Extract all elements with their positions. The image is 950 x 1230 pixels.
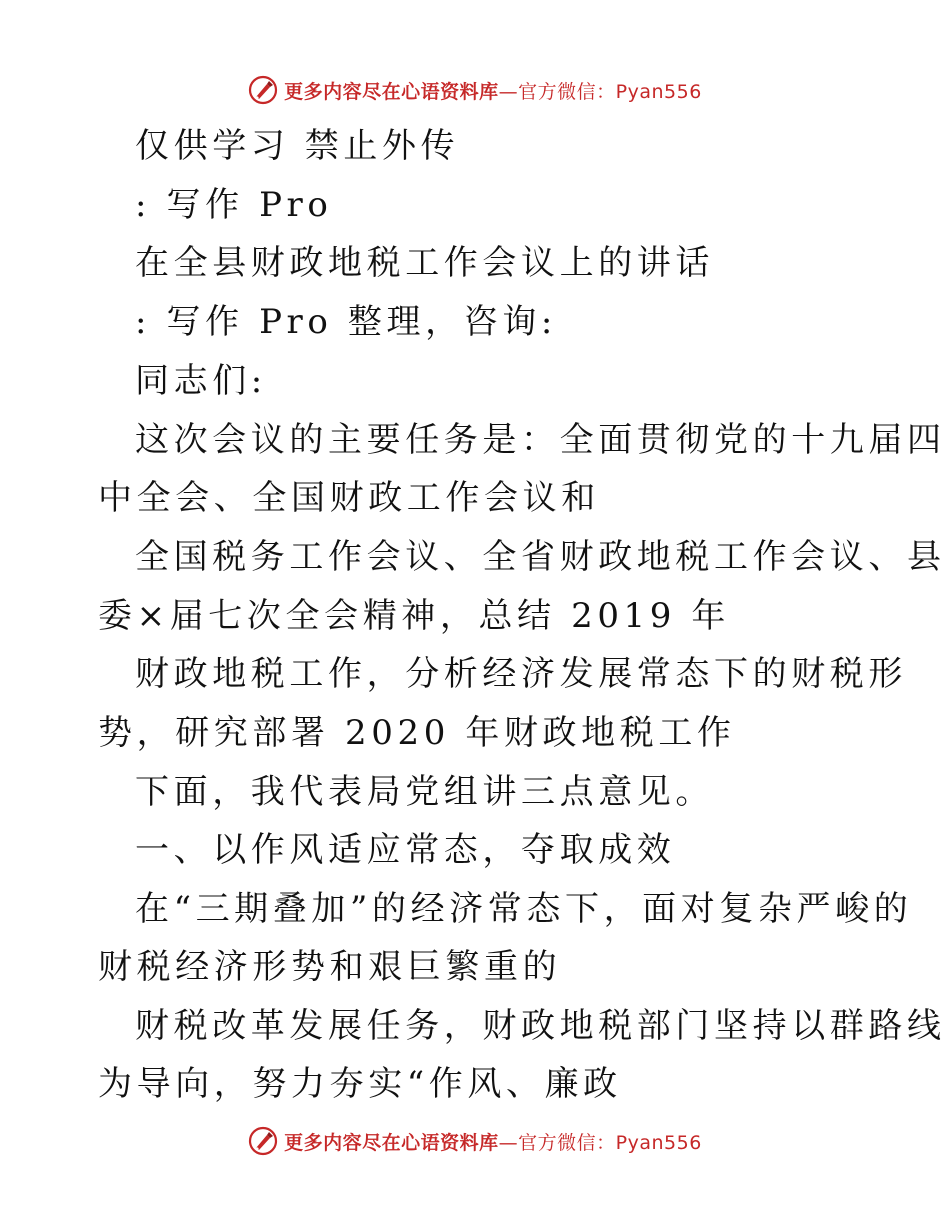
paragraph-line: 财政地税工作，分析经济发展常态下的财税形 — [135, 654, 907, 694]
paragraph-line: 财税经济形势和艰巨繁重的 — [98, 947, 562, 987]
watermark-brand: 更多内容尽在心语资料库 — [284, 1131, 499, 1154]
watermark-banner-top — [0, 70, 950, 110]
pen-logo-icon — [248, 1126, 278, 1156]
paragraph-line: 下面，我代表局党组讲三点意见。 — [135, 772, 714, 812]
paragraph-line: 委×届七次全会精神，总结 2019 年 — [98, 596, 731, 636]
watermark-text-top — [284, 77, 702, 104]
watermark-dash: — — [498, 80, 519, 103]
paragraph-line: 全国税务工作会议、全省财政地税工作会议、县 — [135, 537, 946, 577]
author-line: : 写作 Pro — [135, 185, 333, 225]
pen-logo-icon — [248, 75, 278, 105]
paragraph-line: 势，研究部署 2020 年财政地税工作 — [98, 713, 736, 753]
watermark-brand: 更多内容尽在心语资料库 — [284, 80, 499, 103]
section-heading: 一、以作风适应常态，夺取成效 — [135, 830, 676, 870]
watermark-dash: — — [498, 1131, 519, 1154]
paragraph-line: 中全会、全国财政工作会议和 — [98, 478, 600, 518]
paragraph-line: 在“三期叠加”的经济常态下，面对复杂严峻的 — [135, 889, 913, 929]
notice-line: 仅供学习 禁止外传 — [135, 126, 460, 166]
watermark-text-bottom — [284, 1128, 702, 1155]
paragraph-line: 为导向，努力夯实“作风、廉政 — [98, 1064, 622, 1104]
watermark-banner-bottom — [0, 1121, 950, 1161]
paragraph-line: 财税改革发展任务，财政地税部门坚持以群路线 — [135, 1006, 946, 1046]
paragraph-line: 这次会议的主要任务是：全面贯彻党的十九届四 — [135, 420, 946, 460]
speech-title: 在全县财政地税工作会议上的讲话 — [135, 243, 714, 283]
watermark-wechat: 官方微信：Pyan556 — [518, 80, 702, 103]
watermark-wechat: 官方微信：Pyan556 — [518, 1131, 702, 1154]
editor-line: : 写作 Pro 整理，咨询: — [135, 302, 557, 342]
salutation: 同志们: — [135, 361, 267, 401]
